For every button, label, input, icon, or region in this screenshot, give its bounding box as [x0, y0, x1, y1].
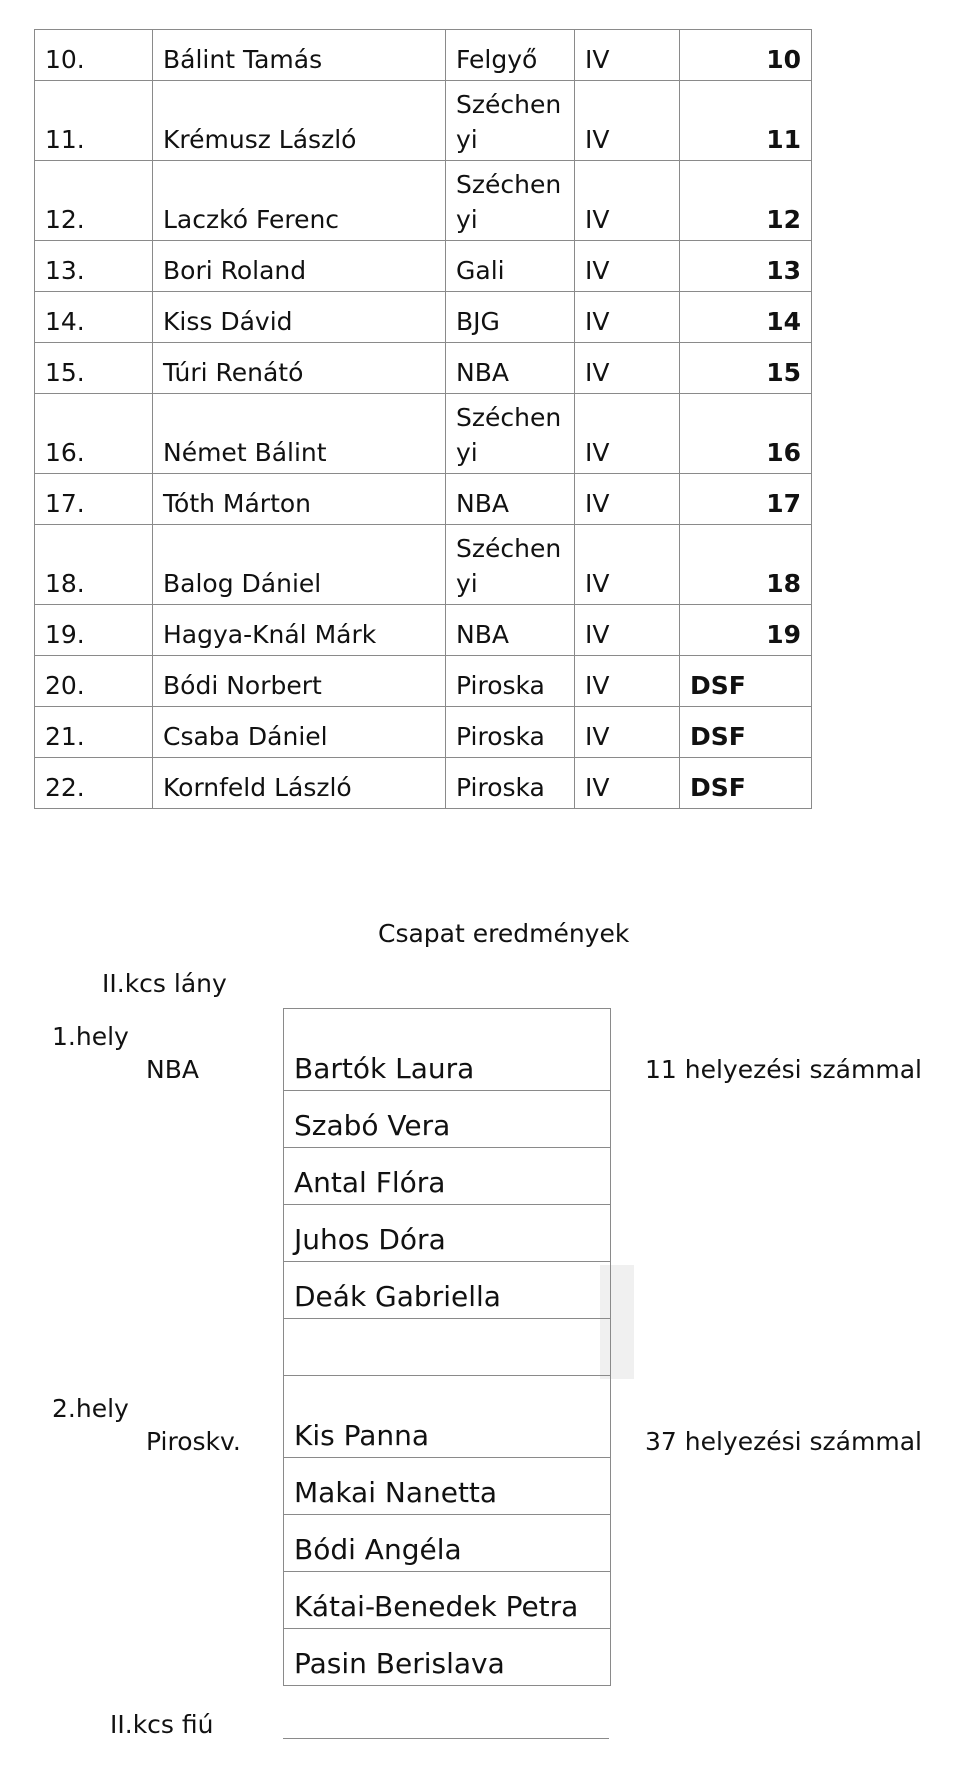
category-cell: IV [575, 525, 680, 605]
points-cell: 10 [680, 30, 812, 81]
category-cell: IV [575, 161, 680, 241]
individual-results-table [34, 29, 812, 809]
team-2-name: Piroskv. [146, 1427, 241, 1456]
category-cell: IV [575, 707, 680, 758]
results-body [35, 30, 812, 809]
name-cell: Túri Renátó [153, 343, 446, 394]
rank-cell: 19. [35, 605, 153, 656]
school-cell: NBA [446, 474, 575, 525]
rank-cell: 17. [35, 474, 153, 525]
rank-cell: 10. [35, 30, 153, 81]
team-1-name: NBA [146, 1055, 199, 1084]
points-cell: 11 [680, 81, 812, 161]
category-cell: IV [575, 81, 680, 161]
school-cell: NBA [446, 343, 575, 394]
name-cell: Balog Dániel [153, 525, 446, 605]
team-member: Deák Gabriella [284, 1262, 610, 1319]
points-cell: 18 [680, 525, 812, 605]
rank-cell: 22. [35, 758, 153, 809]
category-cell: IV [575, 758, 680, 809]
points-cell: 19 [680, 605, 812, 656]
category-cell: IV [575, 474, 680, 525]
team-1-place: 1.hely [52, 1022, 129, 1051]
table-row [35, 343, 812, 394]
rank-cell: 20. [35, 656, 153, 707]
category-cell: IV [575, 605, 680, 656]
table-row [35, 394, 812, 474]
school-cell: Felgyő [446, 30, 575, 81]
team-results-title: Csapat eredmények [378, 919, 630, 948]
category-cell: IV [575, 656, 680, 707]
table-row [35, 707, 812, 758]
team-member: Juhos Dóra [284, 1205, 610, 1262]
name-cell: Bálint Tamás [153, 30, 446, 81]
team-member: Szabó Vera [284, 1091, 610, 1148]
team-members-list [283, 1008, 611, 1686]
name-cell: Bori Roland [153, 241, 446, 292]
rank-cell: 15. [35, 343, 153, 394]
name-cell: Kiss Dávid [153, 292, 446, 343]
rank-cell: 16. [35, 394, 153, 474]
rank-cell: 14. [35, 292, 153, 343]
school-cell: Piroska [446, 656, 575, 707]
school-cell: Széchenyi [446, 81, 575, 161]
points-cell: 17 [680, 474, 812, 525]
team-member: Bartók Laura [284, 1009, 610, 1091]
boys-category-label: II.kcs fiú [110, 1710, 214, 1739]
points-cell: 13 [680, 241, 812, 292]
girls-category-label: II.kcs lány [102, 969, 227, 998]
category-cell: IV [575, 241, 680, 292]
name-cell: Csaba Dániel [153, 707, 446, 758]
points-cell: 15 [680, 343, 812, 394]
rank-cell: 13. [35, 241, 153, 292]
name-cell: Krémusz László [153, 81, 446, 161]
school-cell: Széchenyi [446, 161, 575, 241]
rank-cell: 11. [35, 81, 153, 161]
team-member: Bódi Angéla [284, 1515, 610, 1572]
team-member: Antal Flóra [284, 1148, 610, 1205]
name-cell: Kornfeld László [153, 758, 446, 809]
points-cell: 16 [680, 394, 812, 474]
school-cell: Széchenyi [446, 394, 575, 474]
team-2-score: 37 helyezési számmal [645, 1427, 922, 1456]
table-row [35, 81, 812, 161]
category-cell: IV [575, 30, 680, 81]
table-row [35, 241, 812, 292]
name-cell: Német Bálint [153, 394, 446, 474]
school-cell: Piroska [446, 707, 575, 758]
team-member: Makai Nanetta [284, 1458, 610, 1515]
points-cell: 12 [680, 161, 812, 241]
name-cell: Laczkó Ferenc [153, 161, 446, 241]
category-cell: IV [575, 292, 680, 343]
team-member [284, 1319, 610, 1376]
team-member: Kátai-Benedek Petra [284, 1572, 610, 1629]
team-member: Kis Panna [284, 1376, 610, 1458]
category-cell: IV [575, 343, 680, 394]
table-row [35, 292, 812, 343]
name-cell: Tóth Márton [153, 474, 446, 525]
rank-cell: 21. [35, 707, 153, 758]
table-row [35, 474, 812, 525]
name-cell: Bódi Norbert [153, 656, 446, 707]
points-cell: 14 [680, 292, 812, 343]
team-member: Pasin Berislava [284, 1629, 610, 1686]
points-cell: DSF [680, 656, 812, 707]
school-cell: Piroska [446, 758, 575, 809]
team-2-place: 2.hely [52, 1394, 129, 1423]
table-row [35, 656, 812, 707]
team-1-score: 11 helyezési számmal [645, 1055, 922, 1084]
school-cell: BJG [446, 292, 575, 343]
table-row [35, 525, 812, 605]
rank-cell: 18. [35, 525, 153, 605]
points-cell: DSF [680, 707, 812, 758]
school-cell: NBA [446, 605, 575, 656]
school-cell: Széchenyi [446, 525, 575, 605]
name-cell: Hagya-Knál Márk [153, 605, 446, 656]
table-row [35, 758, 812, 809]
table-row [35, 30, 812, 81]
table-row [35, 161, 812, 241]
category-cell: IV [575, 394, 680, 474]
school-cell: Gali [446, 241, 575, 292]
table-continuation-line [283, 1738, 609, 1739]
points-cell: DSF [680, 758, 812, 809]
rank-cell: 12. [35, 161, 153, 241]
table-row [35, 605, 812, 656]
